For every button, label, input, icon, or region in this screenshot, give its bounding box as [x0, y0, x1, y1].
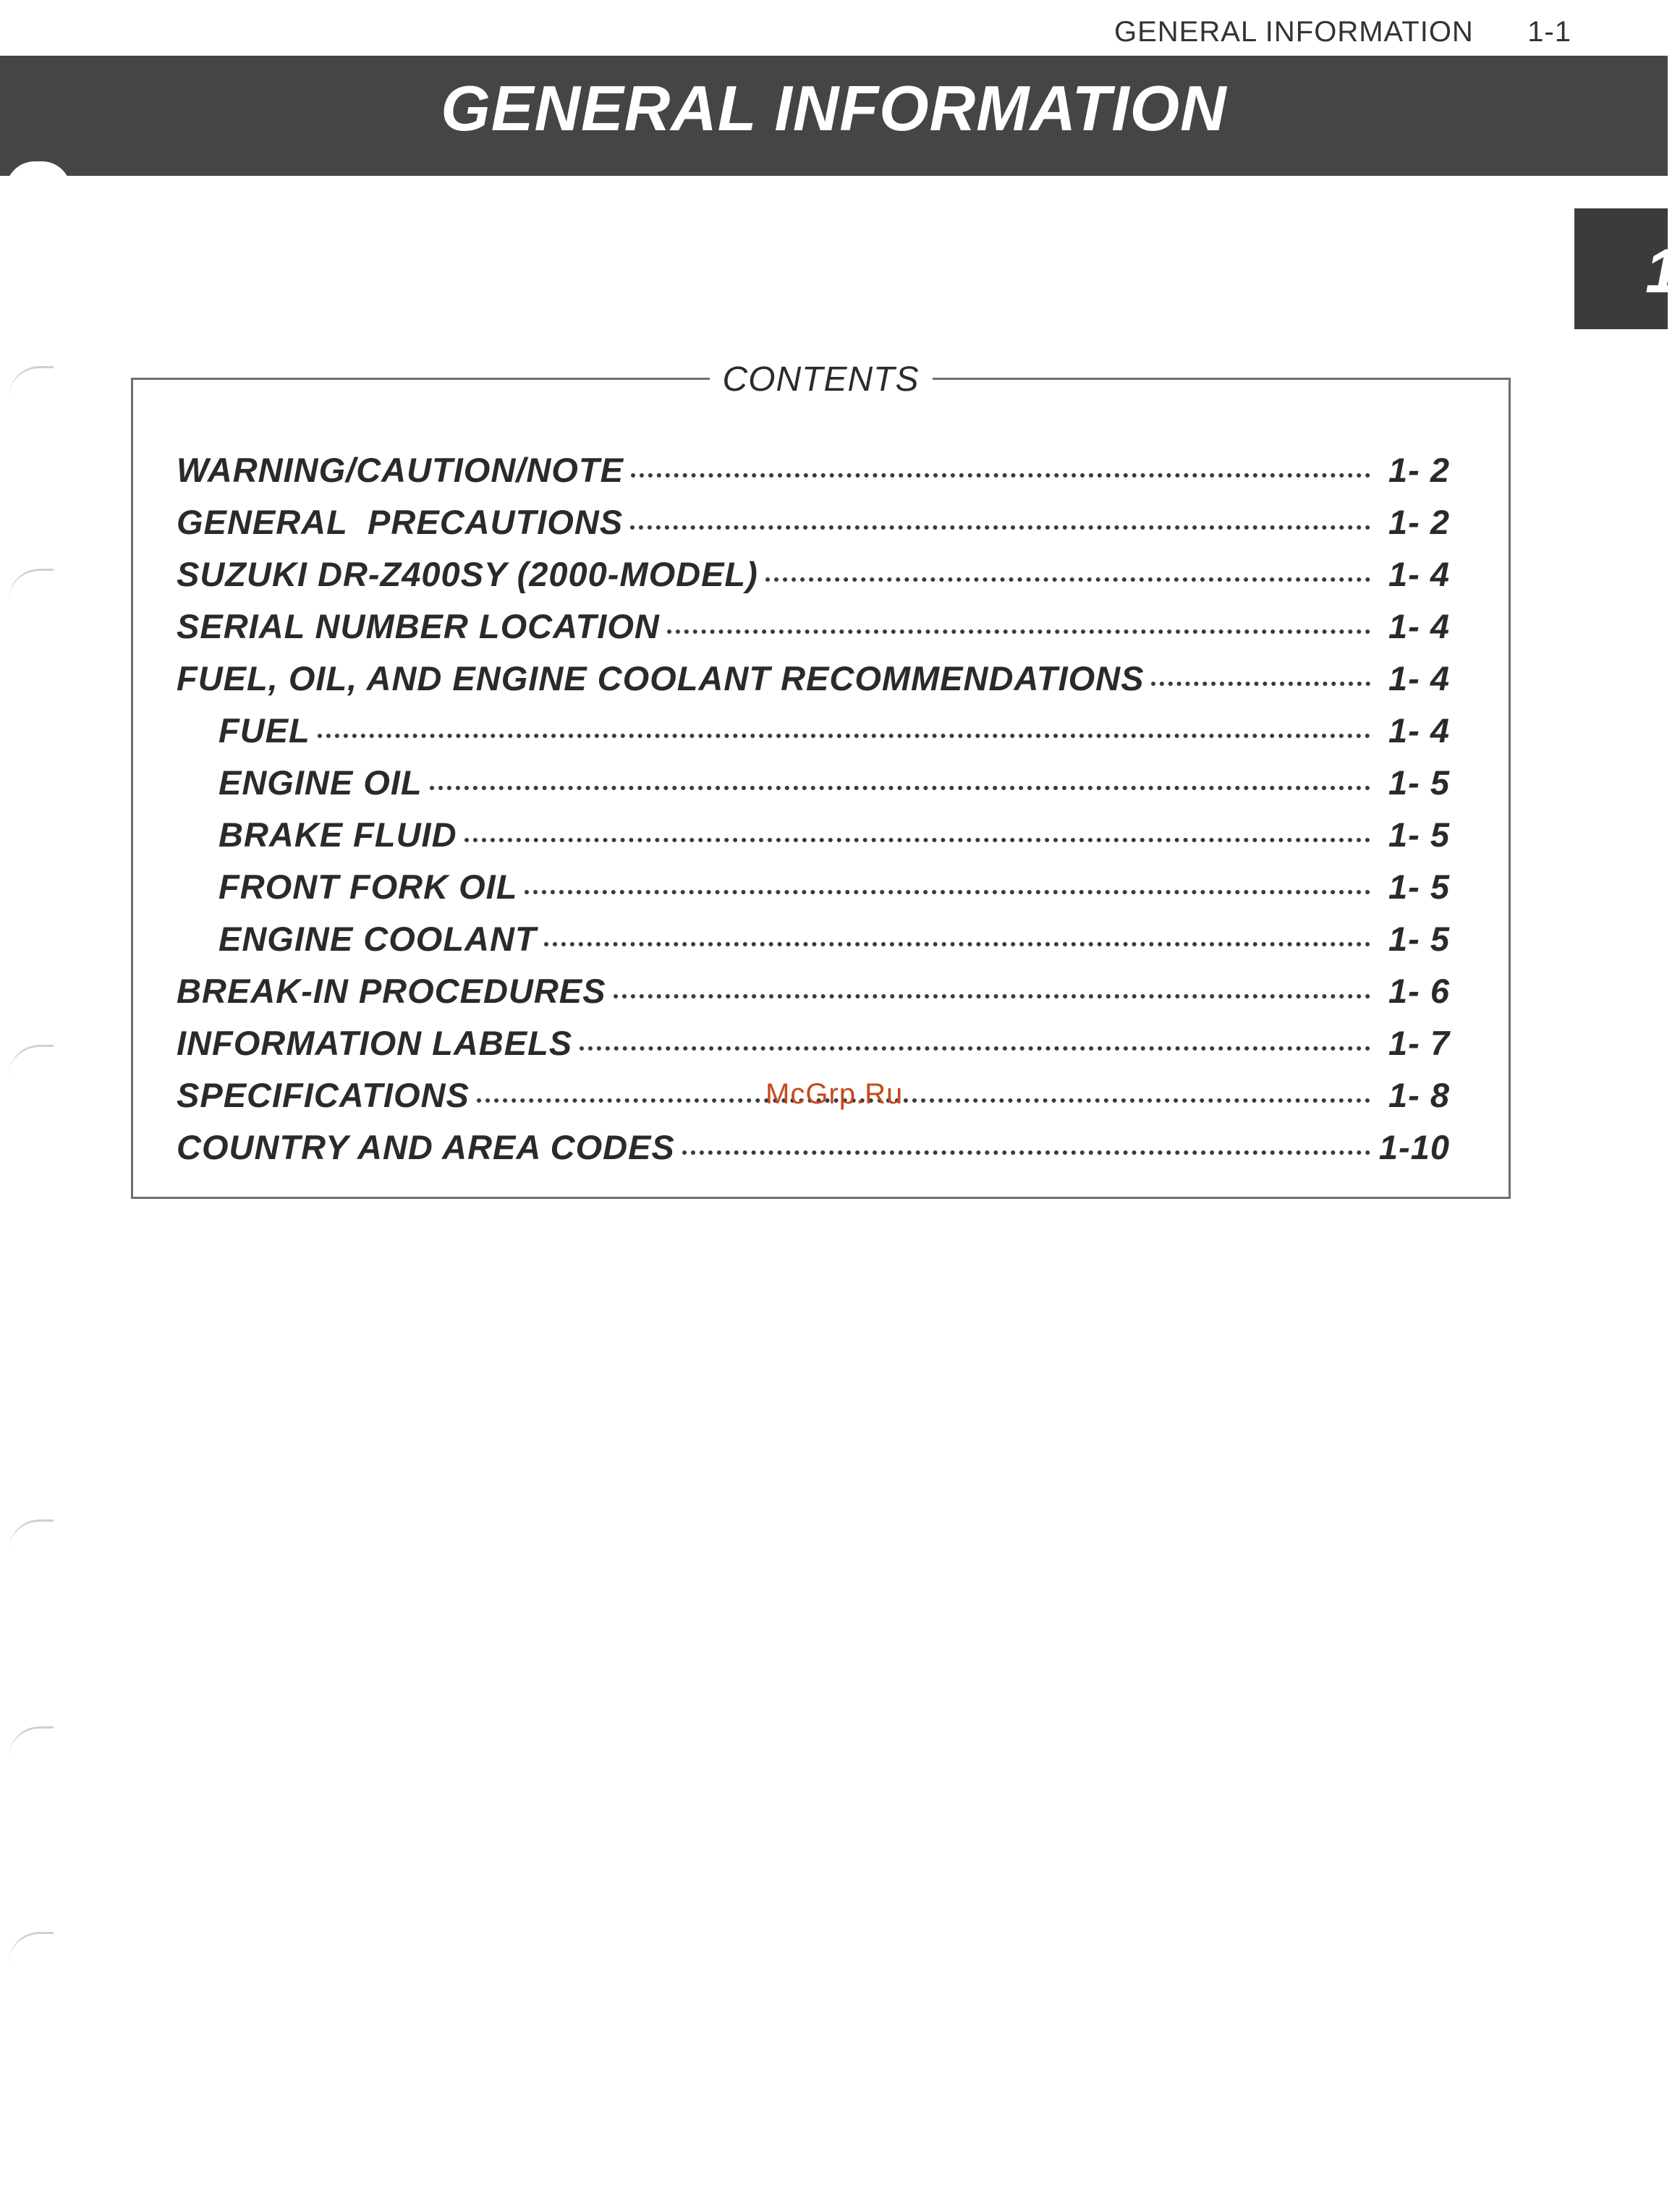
watermark-text: McGrp.Ru	[765, 1078, 904, 1110]
toc-entry-title: SERIAL NUMBER LOCATION	[177, 607, 660, 645]
toc-entry-page: 1-10	[1378, 1128, 1450, 1166]
toc-entry-title: COUNTRY AND AREA CODES	[177, 1128, 675, 1166]
running-head-page-number: 1-1	[1527, 16, 1571, 48]
binder-hole-mark	[9, 1726, 54, 1757]
toc-leader-dots	[630, 518, 1370, 530]
toc-leader-dots	[464, 831, 1370, 842]
toc-entry-page: 1- 4	[1388, 607, 1450, 645]
toc-entry-page: 1- 2	[1388, 451, 1450, 489]
toc-entry[interactable]	[177, 1023, 1450, 1075]
toc-leader-dots	[1151, 674, 1370, 686]
toc-entry[interactable]	[177, 606, 1450, 658]
running-head-title: GENERAL INFORMATION	[1114, 16, 1474, 48]
binder-hole-mark	[9, 569, 54, 600]
toc-entry-title: SPECIFICATIONS	[177, 1076, 470, 1114]
toc-entry[interactable]	[177, 971, 1450, 1023]
chapter-tab	[1574, 208, 1680, 329]
toc-leader-dots	[544, 935, 1370, 946]
binder-hole-mark	[9, 1045, 54, 1076]
toc-entry-title: BREAK-IN PROCEDURES	[177, 972, 606, 1010]
toc-subentry[interactable]	[177, 815, 1450, 867]
toc-subentry[interactable]	[177, 867, 1450, 919]
toc-entry-title: SUZUKI DR-Z400SY (2000-MODEL)	[177, 555, 758, 593]
toc-entry-page: 1- 2	[1388, 503, 1450, 541]
binder-hole-mark	[9, 366, 54, 397]
contents-heading-text: CONTENTS	[710, 360, 933, 400]
toc-entry[interactable]	[177, 554, 1450, 606]
toc-entry-page: 1- 5	[1388, 868, 1450, 906]
toc-entry-title: GENERAL PRECAUTIONS	[177, 503, 624, 541]
toc-entry-page: 1- 5	[1388, 815, 1450, 854]
chapter-title: GENERAL INFORMATION	[441, 72, 1227, 144]
contents-heading	[133, 360, 1509, 400]
contents-box	[131, 360, 1511, 1199]
toc-subentry[interactable]	[177, 763, 1450, 815]
toc-leader-dots	[430, 779, 1370, 790]
binder-hole-mark	[9, 1932, 54, 1963]
toc-entry-page: 1- 7	[1388, 1024, 1450, 1062]
toc-entry[interactable]	[177, 1127, 1450, 1179]
toc-entry-page: 1- 5	[1388, 920, 1450, 958]
toc-leader-dots	[682, 1143, 1370, 1155]
toc-entry[interactable]	[177, 502, 1450, 554]
toc-entry-title: FUEL	[219, 711, 310, 750]
toc-leader-dots	[525, 883, 1370, 894]
toc-leader-dots	[580, 1039, 1370, 1051]
toc-entry-page: 1- 4	[1388, 555, 1450, 593]
toc-leader-dots	[477, 1091, 1370, 1103]
toc-leader-dots	[631, 466, 1370, 478]
toc-entry-title: WARNING/CAUTION/NOTE	[177, 451, 624, 489]
toc-leader-dots	[614, 987, 1371, 998]
toc-entry[interactable]	[177, 658, 1450, 711]
toc-subentry[interactable]	[177, 919, 1450, 971]
toc-entry-page: 1- 4	[1388, 659, 1450, 697]
toc-entry-page: 1- 8	[1388, 1076, 1450, 1114]
toc-leader-dots	[667, 622, 1370, 634]
toc-subentry[interactable]	[177, 711, 1450, 763]
toc-entry-title: FRONT FORK OIL	[219, 868, 518, 906]
toc-entry-title: ENGINE OIL	[219, 763, 423, 802]
toc-entry-title: BRAKE FLUID	[219, 815, 457, 854]
chapter-banner	[0, 56, 1668, 176]
toc-leader-dots	[318, 726, 1370, 738]
toc-entry-title: ENGINE COOLANT	[219, 920, 537, 958]
toc-entry-page: 1- 4	[1388, 711, 1450, 750]
toc-entry[interactable]	[177, 450, 1450, 502]
toc-entry-page: 1- 6	[1388, 972, 1450, 1010]
toc-list	[177, 450, 1450, 1179]
toc-entry-page: 1- 5	[1388, 763, 1450, 802]
toc-entry-title: FUEL, OIL, AND ENGINE COOLANT RECOMMENDATIONS	[177, 659, 1145, 697]
running-head	[1107, 16, 1577, 56]
binder-hole-mark	[9, 1519, 54, 1551]
chapter-tab-label: 1	[1645, 237, 1680, 306]
toc-entry-title: INFORMATION LABELS	[177, 1024, 573, 1062]
toc-leader-dots	[765, 570, 1370, 582]
